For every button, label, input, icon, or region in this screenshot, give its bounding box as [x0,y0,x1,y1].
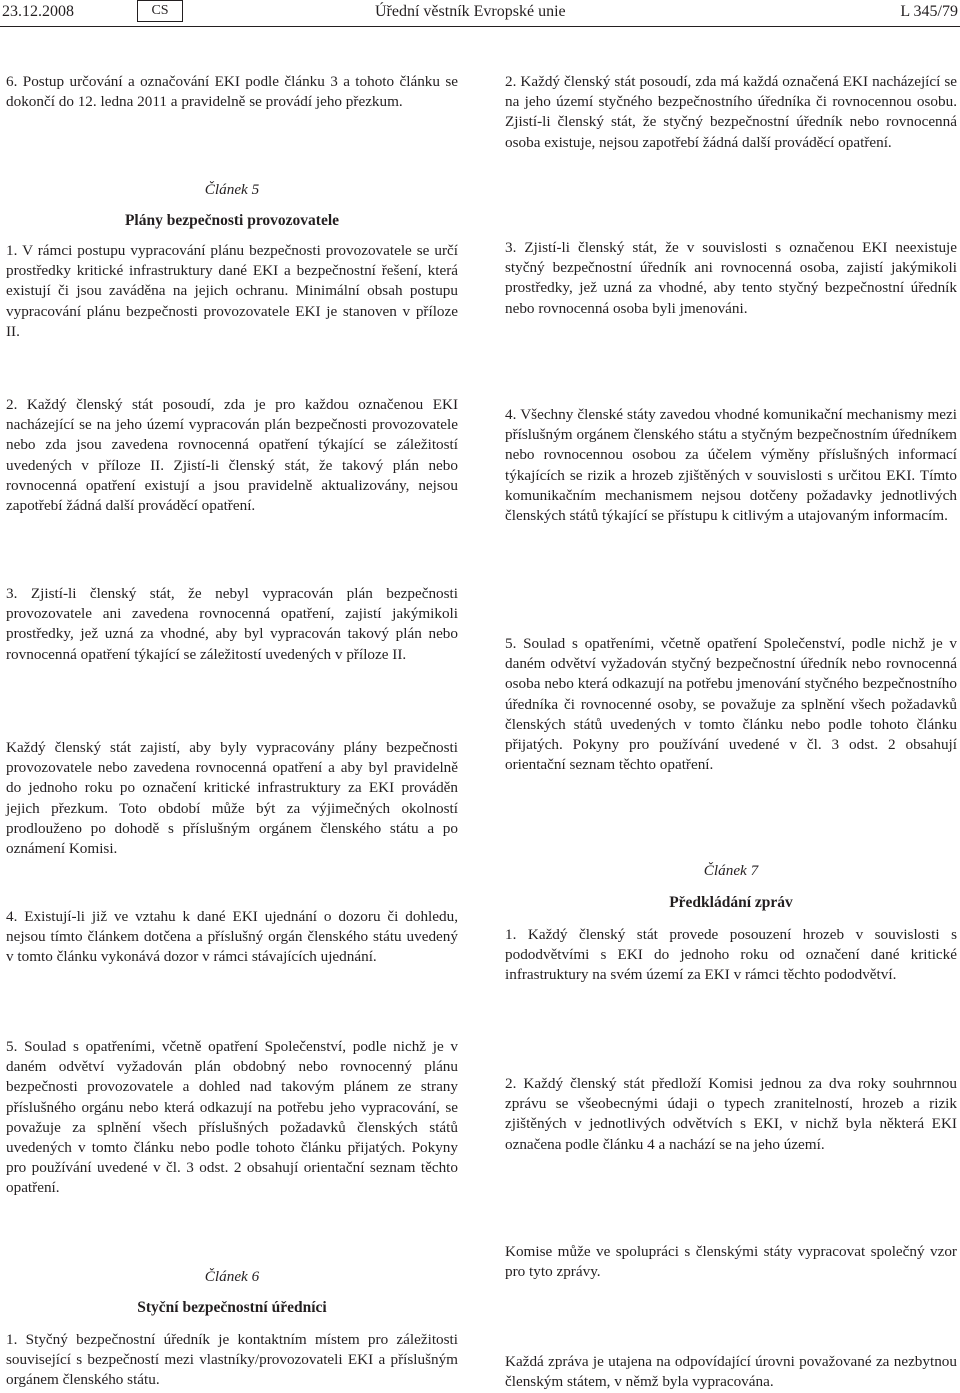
paragraph-4-6: 6. Postup určování a označování EKI podle článku 3 a tohoto článku se dokončí do 12. ledna 2011 a pravidelně se provádí jeho přezkum. [6,73,458,111]
article-7-paragraph-1: 1. Každý členský stát provede posouzení hrozeb v souvislosti s pododvětvími s EKI do jednoho roku od označení dané kritické infrastruktury na svém území za EKI v rámci těchto pododvětví. [505,926,957,984]
article-6-label: Článek 6 [204,1268,260,1285]
language-badge: CS [137,0,183,22]
article-7-paragraph-2: 2. Každý členský stát předloží Komisi jednou za dva roky souhrnnou zprávu se všeobecnými údaji o typech zranitelností, hrozeb a rizik zjištěných v jednotlivých odvětvích s EKI, v nichž byla některá EKI označena podle článku 4 a nachází se na jeho území. [505,1075,957,1153]
article-6-paragraph-4: 4. Všechny členské státy zavedou vhodné komunikační mechanismy mezi příslušným orgánem členského státu a styčným bezpečnostním úředníkem nebo rovnocennou osobou za účelem výměny příslušných informací týkajících se rizik a hrozeb zjištěných v souvislosti s určitou EKI. Tímto komunikačním mechanismem nejsou dotčeny požadavky jednotlivých členských států týkající se přístupu k citlivým a utajovaným informacím. [505,406,957,525]
article-6-paragraph-1: 1. Styčný bezpečnostní úředník je kontaktním místem pro záležitosti související s bezpečností mezi vlastníky/provozovateli EKI a příslušným orgánem členského státu. [6,1331,458,1389]
journal-title: Úřední věstník Evropské unie [375,3,566,20]
article-5-title: Plány bezpečnosti provozovatele [124,212,340,229]
article-5-paragraph-5: 5. Soulad s opatřeními, včetně opatření Společenství, podle nichž je v daném odvětví vyžadován plán obdobný nebo rovnocenný plánu bezpečnosti provozovatele a dohled nad takovým plánem ze strany příslušného orgánu nebo která odkazují na potřebu jeho vypracování, se považuje za splnění všech příslušných požadavků členských států uvedených v tomto článku nebo podle tohoto článku přijatých. Pokyny pro používání uvedené v čl. 3 odst. 2 obsahují orientační seznam těchto opatření. [6,1038,458,1197]
article-6-paragraph-2: 2. Každý členský stát posoudí, zda má každá označená EKI nacházející se na jeho území styčného bezpečnostního úředníka či rovnocennou osobu. Zjistí-li členský stát, že styčný bezpečnostní úředník nebo rovnocenná osoba existuje, nejsou zapotřebí žádná další prováděcí opatření. [505,73,957,151]
article-6-title: Styční bezpečnostní úředníci [137,1299,327,1316]
header-date: 23.12.2008 [2,3,74,20]
article-5-paragraph-4: 4. Existují-li již ve vztahu k dané EKI ujednání o dozoru či dohledu, nejsou tímto článkem dotčena a příslušný orgán členského státu uvedený v tomto článku vykonává dozor v rámci stávajících ujednání. [6,908,458,966]
article-5-paragraph-1: 1. V rámci postupu vypracování plánu bezpečnosti provozovatele se určí prostředky kritické infrastruktury dané EKI a bezpečnostní řešení, která existují či jsou zaváděna na jejich ochranu. Minimální obsah postupu vypracování plánu bezpečnosti provozovatele EKI je stanoven v příloze II. [6,242,458,340]
header-rule [0,26,960,27]
article-7-title: Předkládání zpráv [669,894,793,911]
article-7-label: Článek 7 [703,862,759,879]
article-5-paragraph-3-continued: Každý členský stát zajistí, aby byly vypracovány plány bezpečnosti provozovatele nebo zavedena rovnocenná opatření a aby byl pravidelně do jednoho roku po označení kritické infrastruktury za EKI prováděn jejich přezkum. Toto období může být za výjimečných okolností prodlouženo po dohodě s příslušným orgánem členského státu a po oznámení Komisi. [6,739,458,858]
article-5-paragraph-2: 2. Každý členský stát posoudí, zda je pro každou označenou EKI nacházející se na jeho území vypracován plán bezpečnosti provozovatele nebo zda jsou zavedena rovnocenná opatření týkající se záležitostí uvedených v příloze II. Zjistí-li členský stát, že takový plán nebo rovnocenná opatření existují a jsou pravidelně aktualizovány, nejsou zapotřebí žádná další prováděcí opatření. [6,396,458,515]
article-6-paragraph-3: 3. Zjistí-li členský stát, že v souvislosti s označenou EKI neexistuje styčný bezpečnostní úředník ani rovnocenná osoba, zajistí jakýmikoli prostředky, jež uzná za vhodné, aby tento styčný bezpečnostní úředník nebo rovnocenná osoba byli jmenováni. [505,239,957,317]
page-number: L 345/79 [900,3,958,20]
article-7-paragraph-2-continued: Komise může ve spolupráci s členskými státy vypracovat společný vzor pro tyto zprávy. [505,1243,957,1281]
article-7-paragraph-2-confidentiality: Každá zpráva je utajena na odpovídající úrovni považované za nezbytnou členským státem, v němž byla vypracována. [505,1353,957,1391]
article-6-paragraph-5: 5. Soulad s opatřeními, včetně opatření Společenství, podle nichž je v daném odvětví vyžadován styčný bezpečnostní úředník nebo rovnocenná osoba nebo která odkazují na potřebu jmenování styčného bezpečnostního úředníka či rovnocenné osoby, se považuje za splnění všech požadavků členských států uvedených v tomto článku nebo podle tohoto článku přijatých. Pokyny pro používání uvedené v čl. 3 odst. 2 obsahují orientační seznam těchto opatření. [505,635,957,774]
article-5-label: Článek 5 [204,181,260,198]
article-5-paragraph-3: 3. Zjistí-li členský stát, že nebyl vypracován plán bezpečnosti provozovatele ani zavedena rovnocenná opatření, zajistí jakýmikoli prostředky, jež uzná za vhodné, aby byl vypracován takový plán nebo rovnocenná opatření týkající se záležitostí uvedených v příloze II. [6,585,458,663]
